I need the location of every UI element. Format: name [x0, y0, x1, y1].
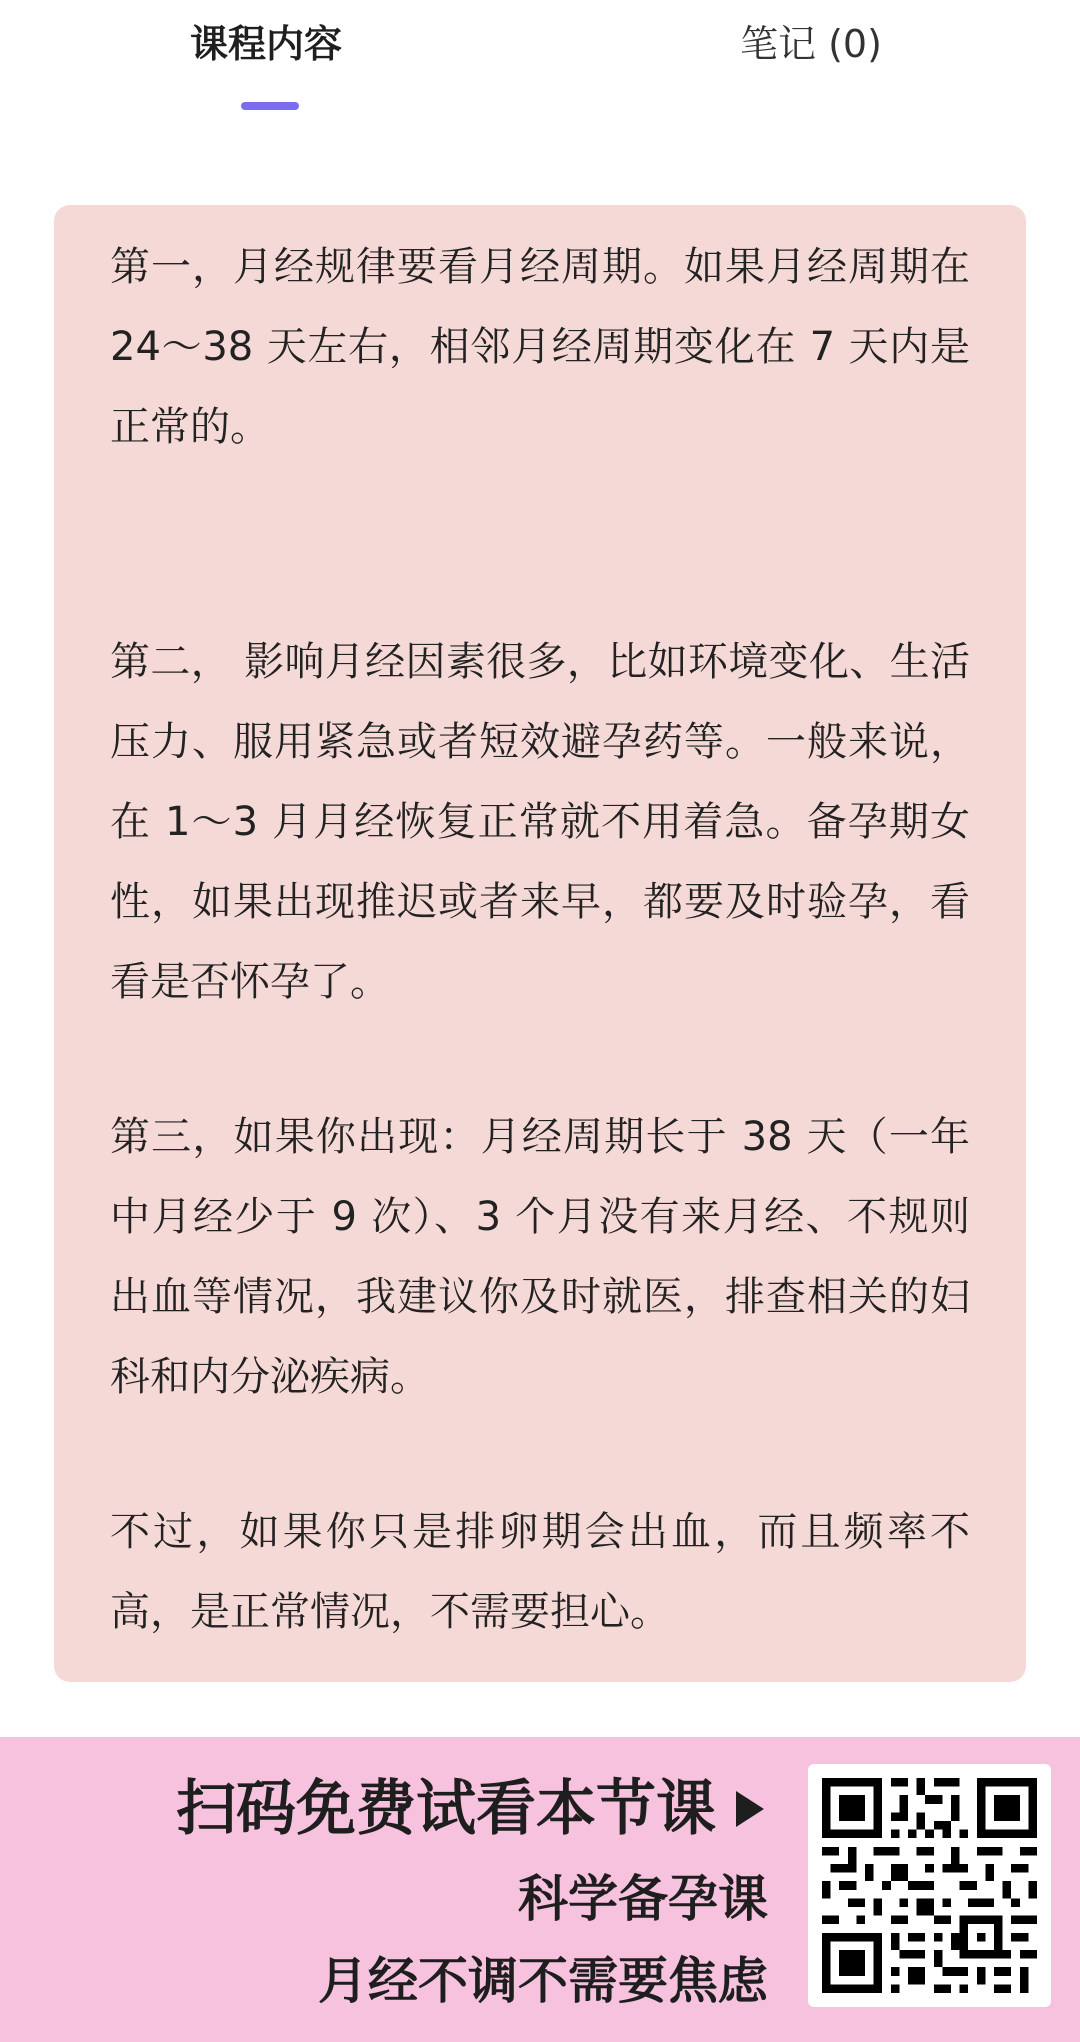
content-paragraph-4: 不过，如果你只是排卵期会出血，而且频率不高，是正常情况，不需要担心。	[110, 1509, 970, 1635]
banner-headline-text: 扫码免费试看本节课	[176, 1774, 716, 1844]
tab-bar	[0, 0, 1080, 130]
tab-course-content[interactable]: 课程内容	[190, 22, 343, 66]
qr-code-graphic	[822, 1778, 1037, 1993]
content-paragraph-1: 第一，月经规律要看月经周期。如果月经周期在 24～38 天左右，相邻月经周期变化在 7 天内是正常的。	[110, 244, 970, 450]
banner-headline	[176, 1769, 764, 1849]
course-content-card	[54, 205, 1026, 1682]
banner-course-subtitle: 月经不调不需要焦虑	[318, 1952, 768, 2010]
content-paragraph-3: 第三，如果你出现：月经周期长于 38 天（一年中月经少于 9 次）、3 个月没有来月经、不规则出血等情况，我建议你及时就医，排查相关的妇科和内分泌疾病。	[110, 1114, 970, 1400]
content-paragraph-2: 第二， 影响月经因素很多，比如环境变化、生活压力、服用紧急或者短效避孕药等。一般来说，在 1～3 月月经恢复正常就不用着急。备孕期女性，如果出现推迟或者来早，都要及时验孕，看看是否怀孕了。	[110, 639, 970, 1005]
tab-notes[interactable]: 笔记 (0)	[740, 22, 882, 66]
qr-code-icon[interactable]	[808, 1764, 1051, 2007]
play-triangle-icon	[736, 1791, 764, 1827]
active-tab-indicator	[241, 102, 299, 110]
promo-banner[interactable]	[0, 1737, 1080, 2042]
banner-course-name: 科学备孕课	[518, 1870, 768, 1928]
